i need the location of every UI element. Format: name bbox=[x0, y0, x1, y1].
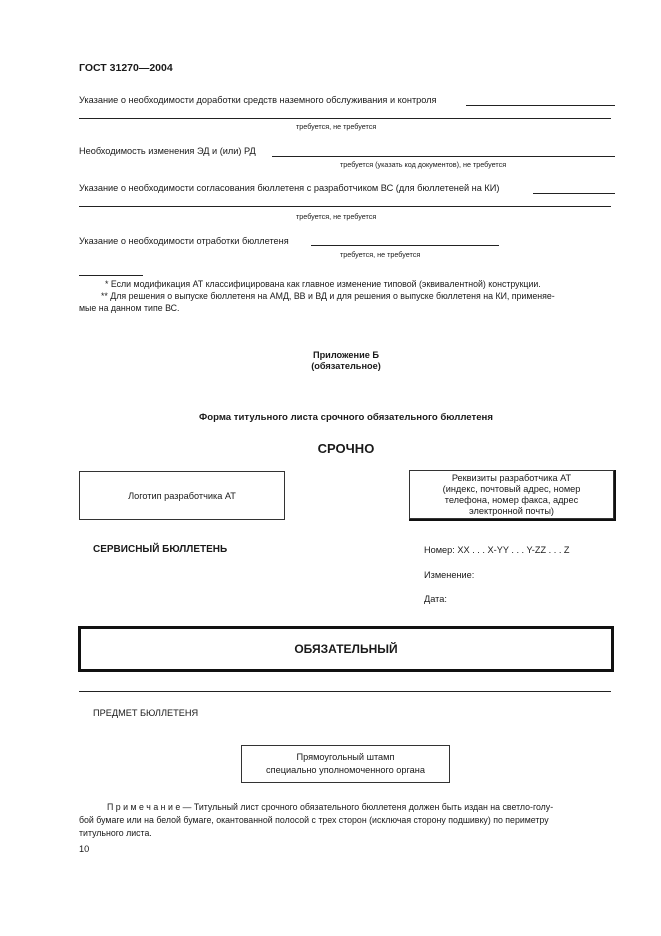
note-line-2: бой бумаге или на белой бумаге, окантованной полосой с трех сторон (исключая сторону подшивку) по периметру bbox=[79, 815, 549, 825]
field-hint: требуется (указать код документов), не требуется bbox=[340, 160, 507, 169]
field-label-ed-rd: Необходимость изменения ЭД и (или) РД bbox=[79, 146, 256, 156]
note-line-3: титульного листа. bbox=[79, 828, 152, 838]
field-label-maintenance: Указание о необходимости доработки средств наземного обслуживания и контроля bbox=[79, 95, 437, 105]
footnote-separator bbox=[79, 275, 143, 276]
bulletin-date: Дата: bbox=[424, 594, 447, 604]
form-title: Форма титульного листа срочного обязательного бюллетеня bbox=[199, 412, 493, 423]
fill-line bbox=[466, 105, 615, 106]
fill-line bbox=[311, 245, 499, 246]
field-hint: требуется, не требуется bbox=[296, 122, 377, 131]
requisites-box-shadow bbox=[409, 470, 616, 521]
page-number: 10 bbox=[79, 844, 90, 854]
note-text: — Титульный лист срочного обязательного бюллетеня должен быть издан на светло-голу- bbox=[180, 802, 554, 812]
field-label-approval: Указание о необходимости согласования бюллетеня с разработчиком ВС (для бюллетеней на КИ) bbox=[79, 183, 500, 193]
appendix-title: Приложение Б bbox=[312, 350, 380, 360]
requisites-line: (индекс, почтовый адрес, номер bbox=[442, 483, 581, 494]
section-separator bbox=[79, 691, 611, 692]
service-bulletin-title: СЕРВИСНЫЙ БЮЛЛЕТЕНЬ bbox=[93, 544, 228, 555]
logo-placeholder-text: Логотип разработчика АТ bbox=[128, 490, 236, 501]
appendix-subtitle: (обязательное) bbox=[311, 361, 381, 371]
doc-code: ГОСТ 31270—2004 bbox=[79, 62, 173, 74]
bulletin-change: Изменение: bbox=[424, 570, 475, 580]
footnote-1: * Если модификация АТ классифицирована как главное изменение типовой (эквивалентной) конструкции. bbox=[105, 279, 541, 289]
bulletin-number: Номер: XX . . . X-YY . . . Y-ZZ . . . Z bbox=[424, 545, 570, 555]
fill-line bbox=[79, 118, 611, 119]
footnote-2-cont: мые на данном типе ВС. bbox=[79, 303, 180, 313]
requisites-line: телефона, номер факса, адрес bbox=[444, 494, 579, 505]
urgent-label: СРОЧНО bbox=[317, 441, 375, 456]
fill-line bbox=[533, 193, 615, 194]
authority-stamp-box bbox=[241, 745, 450, 783]
mandatory-frame bbox=[78, 626, 614, 672]
stamp-line: Прямоугольный штамп bbox=[296, 752, 395, 762]
field-hint: требуется, не требуется bbox=[340, 250, 421, 259]
requisites-line: электронной почты) bbox=[469, 505, 554, 516]
mandatory-label: ОБЯЗАТЕЛЬНЫЙ bbox=[294, 642, 398, 656]
logo-placeholder-box bbox=[79, 471, 285, 520]
fill-line bbox=[79, 206, 611, 207]
fill-line bbox=[272, 156, 615, 157]
bulletin-subject: ПРЕДМЕТ БЮЛЛЕТЕНЯ bbox=[93, 708, 199, 718]
field-label-testing: Указание о необходимости отработки бюллетеня bbox=[79, 236, 289, 246]
note-line-1 bbox=[107, 802, 553, 812]
stamp-line: специально уполномоченного органа bbox=[266, 765, 425, 775]
field-hint: требуется, не требуется bbox=[296, 212, 377, 221]
footnote-2: ** Для решения о выпуске бюллетеня на АМД, ВВ и ВД и для решения о выпуске бюллетеня на КИ, применяе- bbox=[101, 291, 555, 301]
note-label: П р и м е ч а н и е bbox=[107, 802, 181, 812]
requisites-line: Реквизиты разработчика АТ bbox=[451, 472, 572, 483]
